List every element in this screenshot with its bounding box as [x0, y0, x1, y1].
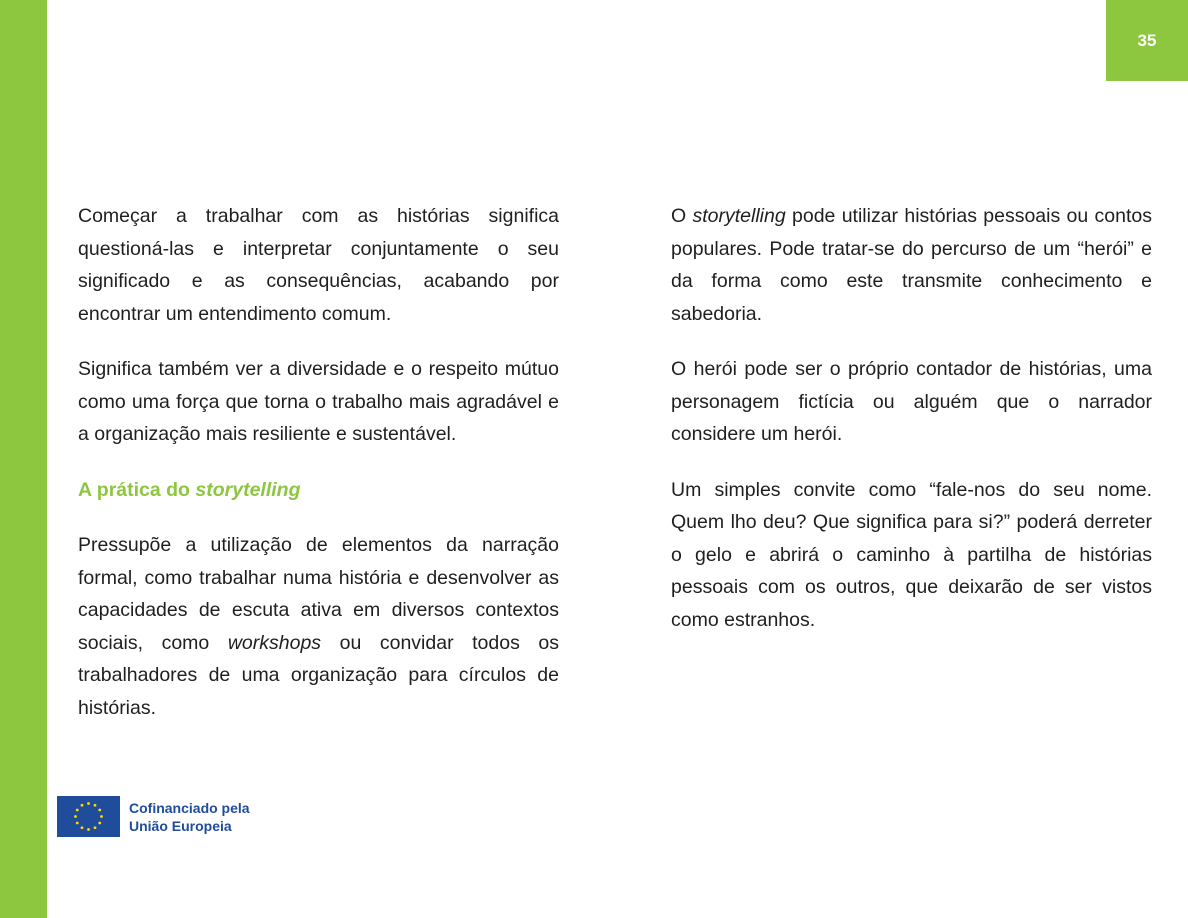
eu-logo-text [129, 799, 250, 835]
paragraph: Significa também ver a diversidade e o respeito mútuo como uma força que torna o trabalho mais agradável e a organização mais resiliente e sustentável. [78, 358, 559, 445]
paragraph [78, 529, 559, 724]
eu-star [81, 804, 84, 807]
left-accent-bar [0, 0, 47, 918]
paragraph: Um simples convite como “fale-nos do seu nome. Quem lho deu? Que significa para si?” poderá derreter o gelo e abrirá o caminho à partilha de histórias pessoais com os outros, que deixarão de ser vistos como estranhos. [671, 478, 1152, 631]
italic-term: workshops [227, 631, 322, 654]
paragraph-text: ou convidar todos os trabalhadores de uma organização para círculos de histórias. [78, 631, 559, 719]
eu-star [87, 802, 90, 805]
eu-star [98, 809, 101, 812]
left-column [78, 200, 559, 747]
paragraph-text: pode utilizar histórias pessoais ou contos populares. Pode tratar-se do percurso de um “herói” e da forma como este transmite conhecimento e sabedoria. [671, 205, 1152, 325]
right-column [671, 200, 1152, 659]
eu-star [94, 804, 97, 807]
eu-star [100, 815, 103, 818]
heading-italic-text: storytelling [195, 478, 301, 501]
eu-star [74, 815, 77, 818]
eu-star [76, 809, 79, 812]
eu-star [94, 826, 97, 829]
eu-logo-line1: Cofinanciado pela [129, 799, 250, 816]
paragraph [671, 200, 1152, 330]
eu-cofunding-logo [57, 796, 250, 837]
eu-star [76, 822, 79, 825]
eu-logo-line2: União Europeia [129, 817, 232, 834]
page-number: 35 [1106, 0, 1188, 81]
paragraph-text: O [671, 205, 693, 227]
paragraph: Começar a trabalhar com as histórias significa questioná-las e interpretar conjuntamente o seu significado e as consequências, acabando por encontrar um entendimento comum. [78, 205, 559, 325]
italic-term: storytelling [692, 205, 786, 227]
eu-star [98, 822, 101, 825]
paragraph: O herói pode ser o próprio contador de histórias, uma personagem fictícia ou alguém que o narrador considere um herói. [671, 358, 1152, 445]
section-heading [78, 474, 559, 507]
eu-star [81, 826, 84, 829]
eu-flag-icon [57, 796, 120, 837]
paragraph-text: Pressupõe a utilização de elementos da narração formal, como trabalhar numa história e desenvolver as capacidades de escuta ativa em diversos contextos sociais, como [78, 534, 559, 654]
eu-star [87, 828, 90, 831]
heading-text: A prática do [78, 478, 196, 501]
